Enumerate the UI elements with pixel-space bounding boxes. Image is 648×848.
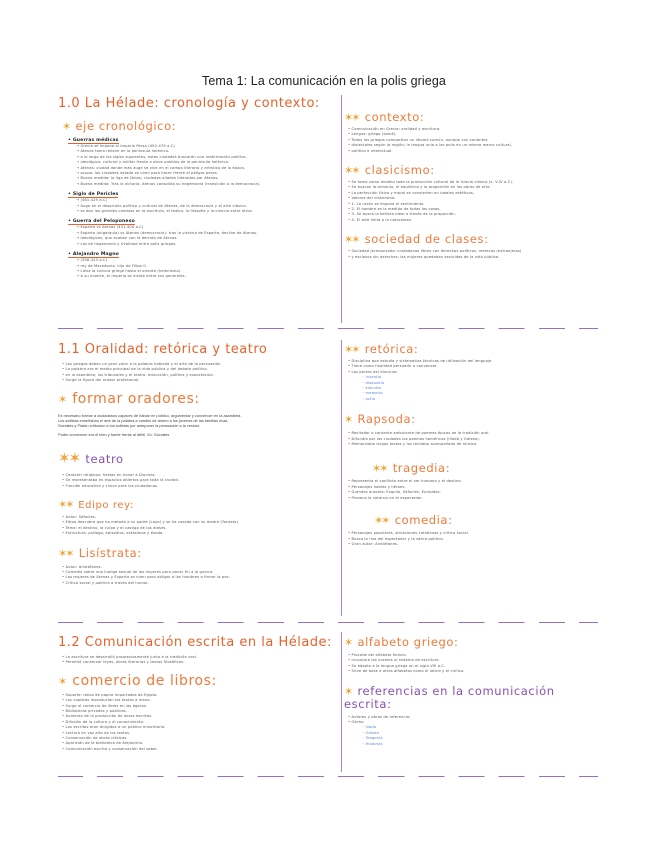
note-line: • Tema: el destino, la culpa y el castigo de los dioses.	[62, 525, 167, 530]
edipo-heading	[58, 498, 338, 511]
note-line: ◦ elocutio	[362, 386, 382, 391]
eje-group-title	[68, 218, 338, 225]
eje-cronologico-label: eje cronológico:	[75, 119, 177, 133]
note-line: • Memorizaba largos textos y los recitaba acompañado de música.	[348, 442, 478, 447]
alfabeto-heading	[344, 635, 594, 649]
contexto-label: contexto:	[364, 110, 425, 124]
comedia-label: comedia:	[394, 513, 453, 528]
note-line: • Autor: Aristófanes.	[62, 564, 102, 569]
sociedad-list	[348, 249, 594, 260]
note-line: • Personajes nobles y héroes.	[348, 484, 406, 489]
note-line: • 1. La razón se impone al sentimiento.	[348, 201, 425, 206]
typed-line: Sócrates y Platón criticaron a los sofistas por anteponer la persuasión a la verdad.	[58, 423, 200, 429]
eje-group-title-text: • Siglo de Pericles	[68, 192, 119, 198]
typed-line: Los sofistas enseñaban el arte de la palabra a cambio de dinero a los jóvenes de las familias ricas.	[58, 417, 229, 423]
note-line: • Gran autor: Aristófanes.	[348, 541, 399, 546]
note-line: • Sociedad jerarquizada: ciudadanos libres con derechos políticos, metecos (extranjeros)	[348, 249, 522, 254]
note-line: • 4. El arte imita a la naturaleza.	[348, 217, 413, 222]
comedia-heading	[374, 513, 594, 527]
note-line: → (461-429 a.C)	[76, 198, 108, 203]
section-1-2-left	[58, 635, 338, 752]
note-line: • Conservación de obras clásicas.	[62, 736, 128, 741]
comedia-list	[348, 531, 594, 547]
note-line: • La perfección física y moral se convierten en ideales estéticos.	[348, 190, 475, 195]
note-line: • político e intelectual.	[348, 148, 393, 153]
column-divider-bottom	[341, 632, 342, 772]
note-line: • Personajes populares, situaciones cotidianas y crítica social.	[348, 531, 470, 536]
edipo-label: Edipo rey:	[78, 500, 134, 512]
note-line: ◦ Odisea	[362, 730, 379, 735]
section-1-2-heading: 1.2 Comunicación escrita en la Hélade:	[58, 635, 332, 650]
section-separator-1	[58, 328, 598, 329]
contexto-heading	[344, 110, 594, 124]
note-line: • dialectales según la región; la lengua unía a las polis en un mismo marco cultural,	[348, 143, 513, 148]
stars-icon: ✶✶	[58, 546, 73, 560]
note-line: • Todos los griegos compartían un idioma común, aunque con variantes	[348, 137, 488, 142]
stars-icon: ✶✶	[344, 164, 359, 178]
eje-group-title	[68, 137, 338, 144]
note-line: → ideológica, cultural y militar frente a otros pueblos de la península helénica.	[76, 160, 230, 165]
clasicismo-heading	[344, 163, 594, 177]
note-line: ◦ actio	[362, 396, 376, 401]
note-line: • Tiene como finalidad persuadir o convencer.	[348, 364, 438, 369]
note-line: ◦ inventio	[362, 375, 382, 380]
star-icon: ✶	[58, 392, 66, 406]
note-line: ◦ memoria	[362, 391, 383, 396]
note-line: • Crítica social y política a través del humor.	[62, 580, 149, 585]
comercio-list	[62, 693, 338, 752]
note-line: • Se adapta a la lengua griega en el siglo VIII a.C.	[348, 663, 446, 668]
teatro-heading	[58, 449, 338, 467]
note-line: • Se toma como modelo toda la producción cultural de la Grecia clásica (s. V-IV a.C).	[348, 180, 514, 185]
rapsoda-label: Rapsoda:	[357, 412, 416, 427]
eje-cronologico-list	[68, 137, 338, 280]
note-line: → Buena medida: Tras la victoria, Atenas consolida su hegemonía (transición a la democracia).	[76, 181, 261, 186]
note-line: • Bibliotecas privadas y públicas.	[62, 709, 127, 714]
note-line: → Esparta (oligarquía) vs Atenas (democracia): tras la victoria de Esparta, declive de Atenas.	[76, 230, 258, 235]
note-line: ◦ dispositio	[362, 380, 385, 385]
note-line: • Se buscan la armonía, el equilibrio y la proporción en las obras de arte.	[348, 185, 491, 190]
retorica-label: retórica:	[364, 342, 419, 356]
note-line: → Atenas: ciudad donde más auge se vive en el campo literario y artístico de la época.	[76, 165, 246, 170]
note-line: • Los griegos daban un gran valor a la palabra hablada y al arte de la persuasión.	[62, 362, 222, 366]
lisistrata-heading	[58, 546, 338, 560]
formar-oradores-heading	[58, 391, 338, 407]
note-line: • La palabra era el medio principal de la vida pública y del debate político.	[62, 367, 208, 372]
teatro-label: teatro	[85, 451, 124, 466]
note-line: → A su muerte, el imperio se divide entre sus generales.	[76, 274, 186, 279]
note-line: ◦ Historias	[362, 741, 383, 746]
escrita-intro-list	[62, 655, 338, 666]
stars-icon: ✶✶	[344, 233, 359, 247]
retorica-heading	[344, 342, 594, 356]
contexto-list	[348, 127, 594, 154]
note-line: → Esparta vs Atenas (431-404 a.C)	[76, 225, 144, 230]
stars-icon: ✶✶	[374, 514, 389, 528]
note-line: → Atenas toma relieve en la península helénica.	[76, 149, 170, 154]
oralidad-intro-list	[62, 362, 338, 384]
note-line: • Provoca la catarsis en el espectador.	[348, 495, 423, 500]
edipo-list	[62, 515, 338, 537]
eje-group-title	[68, 191, 338, 198]
note-line: • Comedia sobre una huelga sexual de las mujeres para poner fin a la guerra.	[62, 570, 214, 575]
note-line: • Permitió conservar leyes, obras literarias y textos filosóficos.	[62, 660, 185, 665]
column-divider-top	[341, 95, 342, 323]
rapsoda-heading	[344, 412, 594, 426]
column-divider-middle	[341, 340, 342, 616]
section-separator-2	[58, 622, 598, 623]
stars-icon: ✶✶	[58, 498, 73, 512]
note-line: • Edipo descubre que ha matado a su padre (Layo) y se ha casado con su madre (Yocasta).	[62, 520, 240, 525]
note-line: • La escritura se desarrolló progresivamente junto a la tradición oral.	[62, 655, 198, 659]
note-line: • Representa el conflicto entre el ser humano y el destino.	[348, 479, 462, 484]
stars-icon: ✶✶	[344, 111, 359, 124]
referencias-works-list	[348, 725, 594, 747]
star-icon: ✶	[62, 120, 70, 133]
note-line: → (356-323 a.C)	[76, 258, 108, 263]
note-line: • Surge el comercio de libros en las ágoras.	[62, 703, 148, 708]
note-line: • Grandes autores: Esquilo, Sófocles, Eurípides.	[348, 490, 441, 495]
comercio-label: comercio de libros:	[72, 672, 217, 689]
note-line: • Sirve de base a otros alfabetos como el latino y el cirílico.	[348, 669, 465, 674]
star-icon: ✶	[344, 636, 352, 649]
note-line: • Comunicación escrita y conservación del saber.	[62, 746, 158, 751]
referencias-label: referencias en la comunicación escrita:	[344, 683, 555, 711]
note-line: • Busca la risa del espectador y la sátira política.	[348, 536, 445, 541]
note-line: → ocupa: las ciudades estado se unen para hacer frente al peligro persa.	[76, 171, 218, 176]
note-line: • Incorpora las vocales al sistema de escritura.	[348, 658, 440, 663]
lisistrata-list	[62, 565, 338, 587]
note-line: • Carácter religioso: fiestas en honor a Dionisio.	[62, 472, 156, 477]
note-line: • en la asamblea, los tribunales y el teatro: educación, política y espectáculo.	[62, 372, 215, 377]
star-icon: ✶	[344, 413, 352, 427]
note-line: • Lectura en voz alta de los textos.	[62, 730, 131, 735]
note-line: • Aumento de la producción de obras escritas.	[62, 714, 153, 719]
note-line: • Difusión de la cultura y el conocimiento.	[62, 719, 145, 724]
note-line: • Disciplina que estudia y sistematiza técnicas de utilización del lenguaje.	[348, 359, 493, 363]
tragedia-list	[348, 479, 594, 501]
note-line: • y esclavos sin derechos; las mujeres quedaban excluidas de la vida pública.	[348, 254, 500, 259]
clasicismo-label: clasicismo:	[364, 163, 435, 178]
note-line: • Función educativa y cívica para los ciudadanos.	[62, 483, 159, 488]
note-line: • Los escritos eran dirigidos a un público minoritario.	[62, 725, 166, 730]
tragedia-heading	[372, 461, 594, 475]
note-line: • Aparición de la biblioteca de Alejandría.	[62, 741, 144, 746]
star-icon: ✶	[58, 674, 66, 688]
note-line: • Se representaba en espacios abiertos para toda la ciudad.	[62, 478, 180, 483]
note-line: • Estructura: prólogo, episodios, estásimos y éxodo.	[62, 531, 164, 536]
stars-icon: ✶✶	[58, 448, 80, 467]
section-separator-3	[58, 776, 598, 777]
eje-group-title-text: • Guerra del Peloponeso	[68, 219, 135, 225]
comercio-heading	[58, 673, 338, 689]
eje-group-title-text: • Guerras médicas	[68, 138, 119, 143]
tragedia-label: tragedia:	[392, 461, 451, 476]
note-line: • 2. El hombre es la medida de todas las cosas.	[348, 207, 441, 212]
eje-group-title-text: • Alejandro Magno	[68, 252, 119, 258]
section-1-2-right	[344, 635, 594, 747]
sociedad-heading	[344, 232, 594, 246]
note-line: → se dan los grandes cambios en la escritura, el teatro, la filosofía y la ciencia entre otros.	[76, 209, 254, 214]
note-line: → Las de hegemonía y rivalidad entre polis griegas.	[76, 241, 177, 246]
note-line: → a lo largo de los siglos siguientes, estas ciudades buscarán una reafirmación política,	[76, 154, 247, 159]
retorica-parts-list	[348, 375, 594, 402]
note-line: → rey de Macedonia, hijo de Filipo II.	[76, 263, 148, 268]
note-line: → Buena medida: la liga de Delos; ciudades aliadas lideradas por Atenas.	[76, 176, 219, 181]
stars-icon: ✶✶	[344, 343, 359, 356]
formar-oradores-label: formar oradores:	[72, 390, 200, 407]
typed-line: Es necesario formar a ciudadanos capaces de hablar en público, argumentar y convencer en la asamblea.	[58, 412, 242, 418]
referencias-list	[348, 715, 594, 726]
formar-oradores-text	[58, 413, 338, 429]
note-line: • Recitador o cantante ambulante de poemas épicos de la tradición oral.	[348, 431, 490, 436]
section-1-0-right	[344, 110, 594, 260]
formar-oradores-last: Poder convencer era el bien y fuerte frente al débil. Ex: Sócrates	[58, 431, 170, 437]
note-line: → ideológicas, que acaban con la derrota de Atenas.	[76, 236, 178, 241]
alfabeto-list	[348, 653, 594, 675]
note-line: • Surge la figura del orador profesional.	[62, 378, 140, 383]
section-1-1-left	[58, 342, 338, 586]
note-line: • Autores y obras de referencia:	[348, 714, 411, 719]
note-line: • Las mujeres de Atenas y Esparta se unen para obligar a los hombres a firmar la paz.	[62, 575, 231, 580]
note-line: → Grecia se impone al imperio Persa (492-479 a.C)	[76, 144, 175, 148]
note-line: • Comunicación en Grecia: oralidad y escritura.	[348, 127, 441, 131]
note-line: • Obras:	[348, 720, 365, 725]
section-1-1-heading: 1.1 Oralidad: retórica y teatro	[58, 342, 268, 357]
note-line: • Autor: Sófocles.	[62, 515, 97, 520]
document-title: Tema 1: La comunicación en la polis griega	[202, 74, 446, 88]
teatro-list	[62, 473, 338, 489]
clasicismo-list	[348, 180, 594, 223]
referencias-heading	[344, 685, 594, 711]
section-1-0-heading: 1.0 La Hélade: cronología y contexto:	[58, 96, 320, 111]
section-1-1-right	[344, 342, 594, 547]
note-line: ◦ Ilíada	[362, 725, 377, 730]
sociedad-label: sociedad de clases:	[364, 232, 489, 247]
eje-group-title	[68, 251, 338, 258]
note-line: → Lleva la cultura griega hasta el oriente (helenismo).	[76, 268, 182, 273]
stars-icon: ✶✶	[372, 462, 387, 476]
alfabeto-label: alfabeto griego:	[357, 635, 459, 649]
lisistrata-label: Lisístrata:	[78, 545, 142, 560]
note-line: • Los copistas reproducían los textos a mano.	[62, 698, 151, 703]
eje-cronologico-heading	[62, 119, 338, 133]
note-line: • Difundía por las ciudades los poemas homéricos (Ilíada y Odisea).	[348, 436, 481, 441]
note-line: ◦ Teogonía	[362, 736, 383, 741]
note-line: • Procede del alfabeto fenicio.	[348, 653, 407, 657]
note-line: • Valores del clasicismo:	[348, 196, 396, 201]
note-line: • Lengua: griego (koiné).	[348, 132, 397, 137]
note-line: • Soporte: rollos de papiro importados de Egipto.	[62, 692, 158, 697]
retorica-list	[348, 359, 594, 375]
section-1-0-left	[58, 96, 338, 280]
note-line: • Las partes del discurso:	[348, 369, 398, 374]
star-icon: ✶	[344, 684, 352, 698]
rapsoda-list	[348, 431, 594, 447]
note-line: → Auge en el desarrollo político y cultural de Atenas, de la democracia y el arte clásico.	[76, 203, 247, 208]
note-line: • 3. Se busca la belleza ideal a través de la proporción.	[348, 212, 456, 217]
